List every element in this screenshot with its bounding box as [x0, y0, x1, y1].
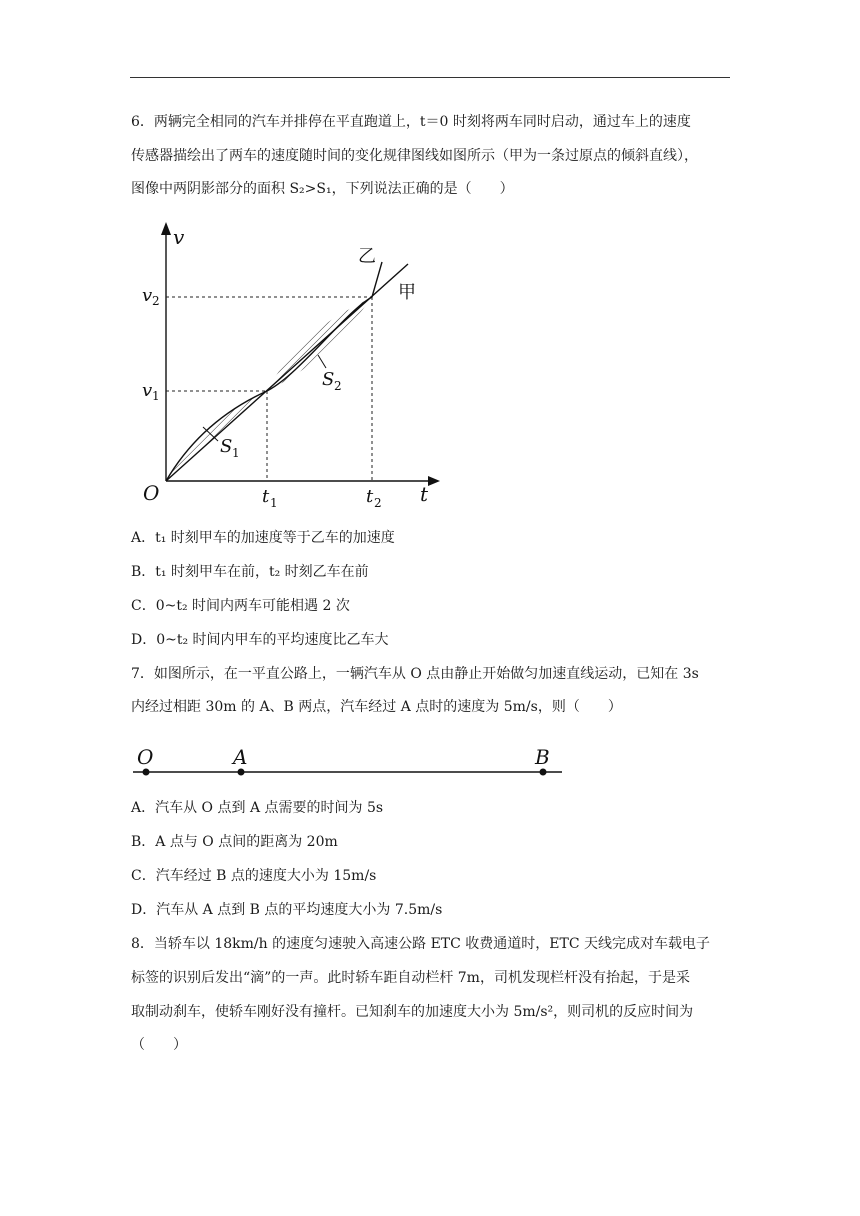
label-o: O — [137, 745, 154, 769]
v-axis-label: v — [173, 225, 185, 249]
q7-option-d: D．汽车从 A 点到 B 点的平均速度大小为 7.5m/s — [131, 902, 443, 918]
q7-stem-line-1: 7．如图所示，在一平直公路上，一辆汽车从 O 点由静止开始做匀加速直线运动，已知在 3s — [131, 666, 699, 682]
q8-stem-line-1: 8．当轿车以 18km/h 的速度匀速驶入高速公路 ETC 收费通道时，ETC 天线完成对车载电子 — [131, 936, 711, 952]
label-a: A — [233, 745, 248, 769]
t1-subscript: 1 — [270, 496, 278, 510]
t2-subscript: 2 — [374, 496, 382, 510]
t2-label: t — [366, 486, 374, 507]
q6-stem-line-3: 图像中两阴影部分的面积 S₂>S₁，下列说法正确的是（ ） — [131, 181, 514, 197]
label-b: B — [535, 745, 550, 769]
q7-option-b: B．A 点与 O 点间的距离为 20m — [131, 834, 338, 850]
q8-stem-line-4: （ ） — [131, 1037, 187, 1053]
s1-subscript: 1 — [232, 446, 240, 460]
v2-label: v — [142, 285, 153, 306]
v2-subscript: 2 — [152, 294, 160, 308]
header-rule — [130, 77, 730, 78]
q8-stem-line-3: 取制动刹车，使轿车刚好没有撞杆。已知刹车的加速度大小为 5m/s²，则司机的反应时间为 — [131, 1004, 694, 1020]
q8-stem-line-2: 标签的识别后发出“滴”的一声。此时轿车距自动栏杆 7m，司机发现栏杆没有抬起，于是采 — [131, 970, 690, 986]
t1-label: t — [262, 486, 270, 507]
q6-option-a: A．t₁ 时刻甲车的加速度等于乙车的加速度 — [131, 530, 395, 546]
point-b — [540, 769, 547, 776]
q7-option-c: C．汽车经过 B 点的速度大小为 15m/s — [131, 868, 377, 884]
q6-stem-line-2: 传感器描绘出了两车的速度随时间的变化规律图线如图所示（甲为一条过原点的倾斜直线）， — [131, 148, 698, 164]
s2-subscript: 2 — [334, 379, 342, 393]
q7-road-diagram — [130, 738, 570, 786]
v1-subscript: 1 — [152, 389, 160, 403]
s1-label: S — [220, 436, 233, 457]
point-o — [143, 769, 150, 776]
jia-label: 甲 — [398, 282, 416, 303]
q7-option-a: A．汽车从 O 点到 A 点需要的时间为 5s — [131, 800, 384, 816]
q6-option-d: D．0~t₂ 时间内甲车的平均速度比乙车大 — [131, 632, 389, 648]
q6-stem-line-1: 6．两辆完全相同的汽车并排停在平直跑道上，t＝0 时刻将两车同时启动，通过车上的速度 — [131, 114, 691, 130]
yi-label: 乙 — [358, 246, 376, 267]
t-axis-label: t — [420, 482, 429, 506]
v1-label: v — [142, 380, 153, 401]
t-axis-arrow — [428, 476, 440, 486]
q6-option-c: C．0~t₂ 时间内两车可能相遇 2 次 — [131, 598, 350, 614]
s2-label: S — [322, 369, 335, 390]
s2-leader — [318, 355, 326, 368]
q6-vt-graph — [130, 215, 450, 515]
point-a — [238, 769, 245, 776]
q7-stem-line-2: 内经过相距 30m 的 A、B 两点，汽车经过 A 点时的速度为 5m/s，则（ ） — [131, 699, 622, 715]
origin-label: O — [143, 481, 160, 505]
v-axis-arrow — [161, 222, 171, 235]
q6-option-b: B．t₁ 时刻甲车在前，t₂ 时刻乙车在前 — [131, 564, 369, 580]
